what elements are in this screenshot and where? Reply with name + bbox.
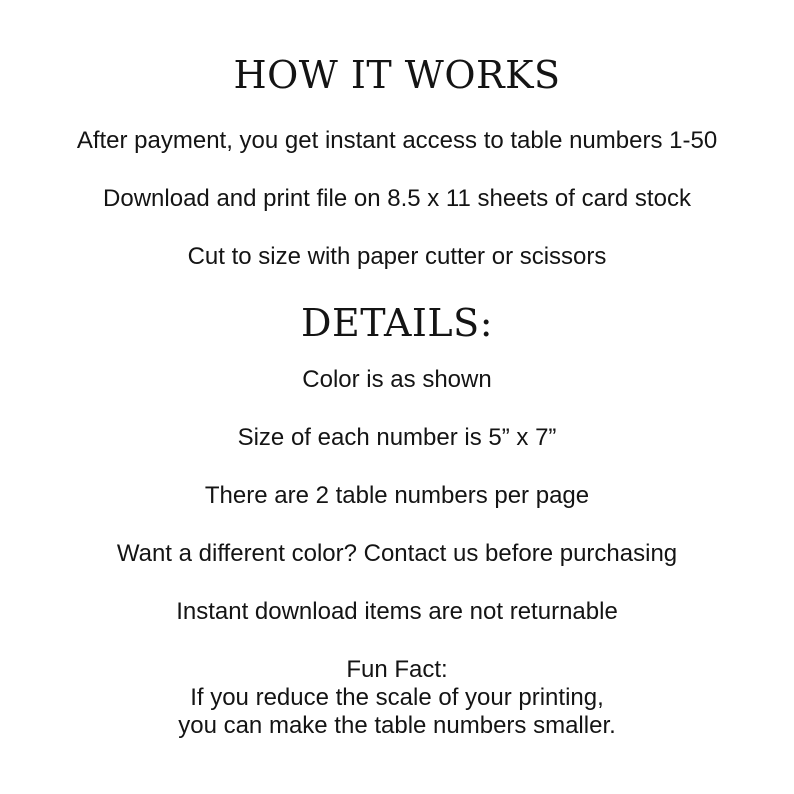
fun-fact-label: Fun Fact: (346, 656, 448, 683)
fun-fact-line-1: If you reduce the scale of your printing, (190, 684, 604, 711)
step-cut-to-size: Cut to size with paper cutter or scissors (187, 243, 607, 270)
details-heading: DETAILS: (301, 301, 493, 345)
detail-color: Color is as shown (302, 366, 492, 393)
step-download-print: Download and print file on 8.5 x 11 sheets of card stock (103, 185, 691, 212)
fun-fact-line-2: you can make the table numbers smaller. (178, 712, 616, 739)
step-instant-access: After payment, you get instant access to table numbers 1-50 (76, 127, 718, 154)
detail-per-page: There are 2 table numbers per page (204, 482, 590, 509)
detail-not-returnable: Instant download items are not returnable (176, 598, 618, 625)
detail-different-color: Want a different color? Contact us before purchasing (116, 540, 678, 567)
how-it-works-heading: HOW IT WORKS (233, 53, 561, 97)
detail-size: Size of each number is 5” x 7” (237, 424, 557, 451)
